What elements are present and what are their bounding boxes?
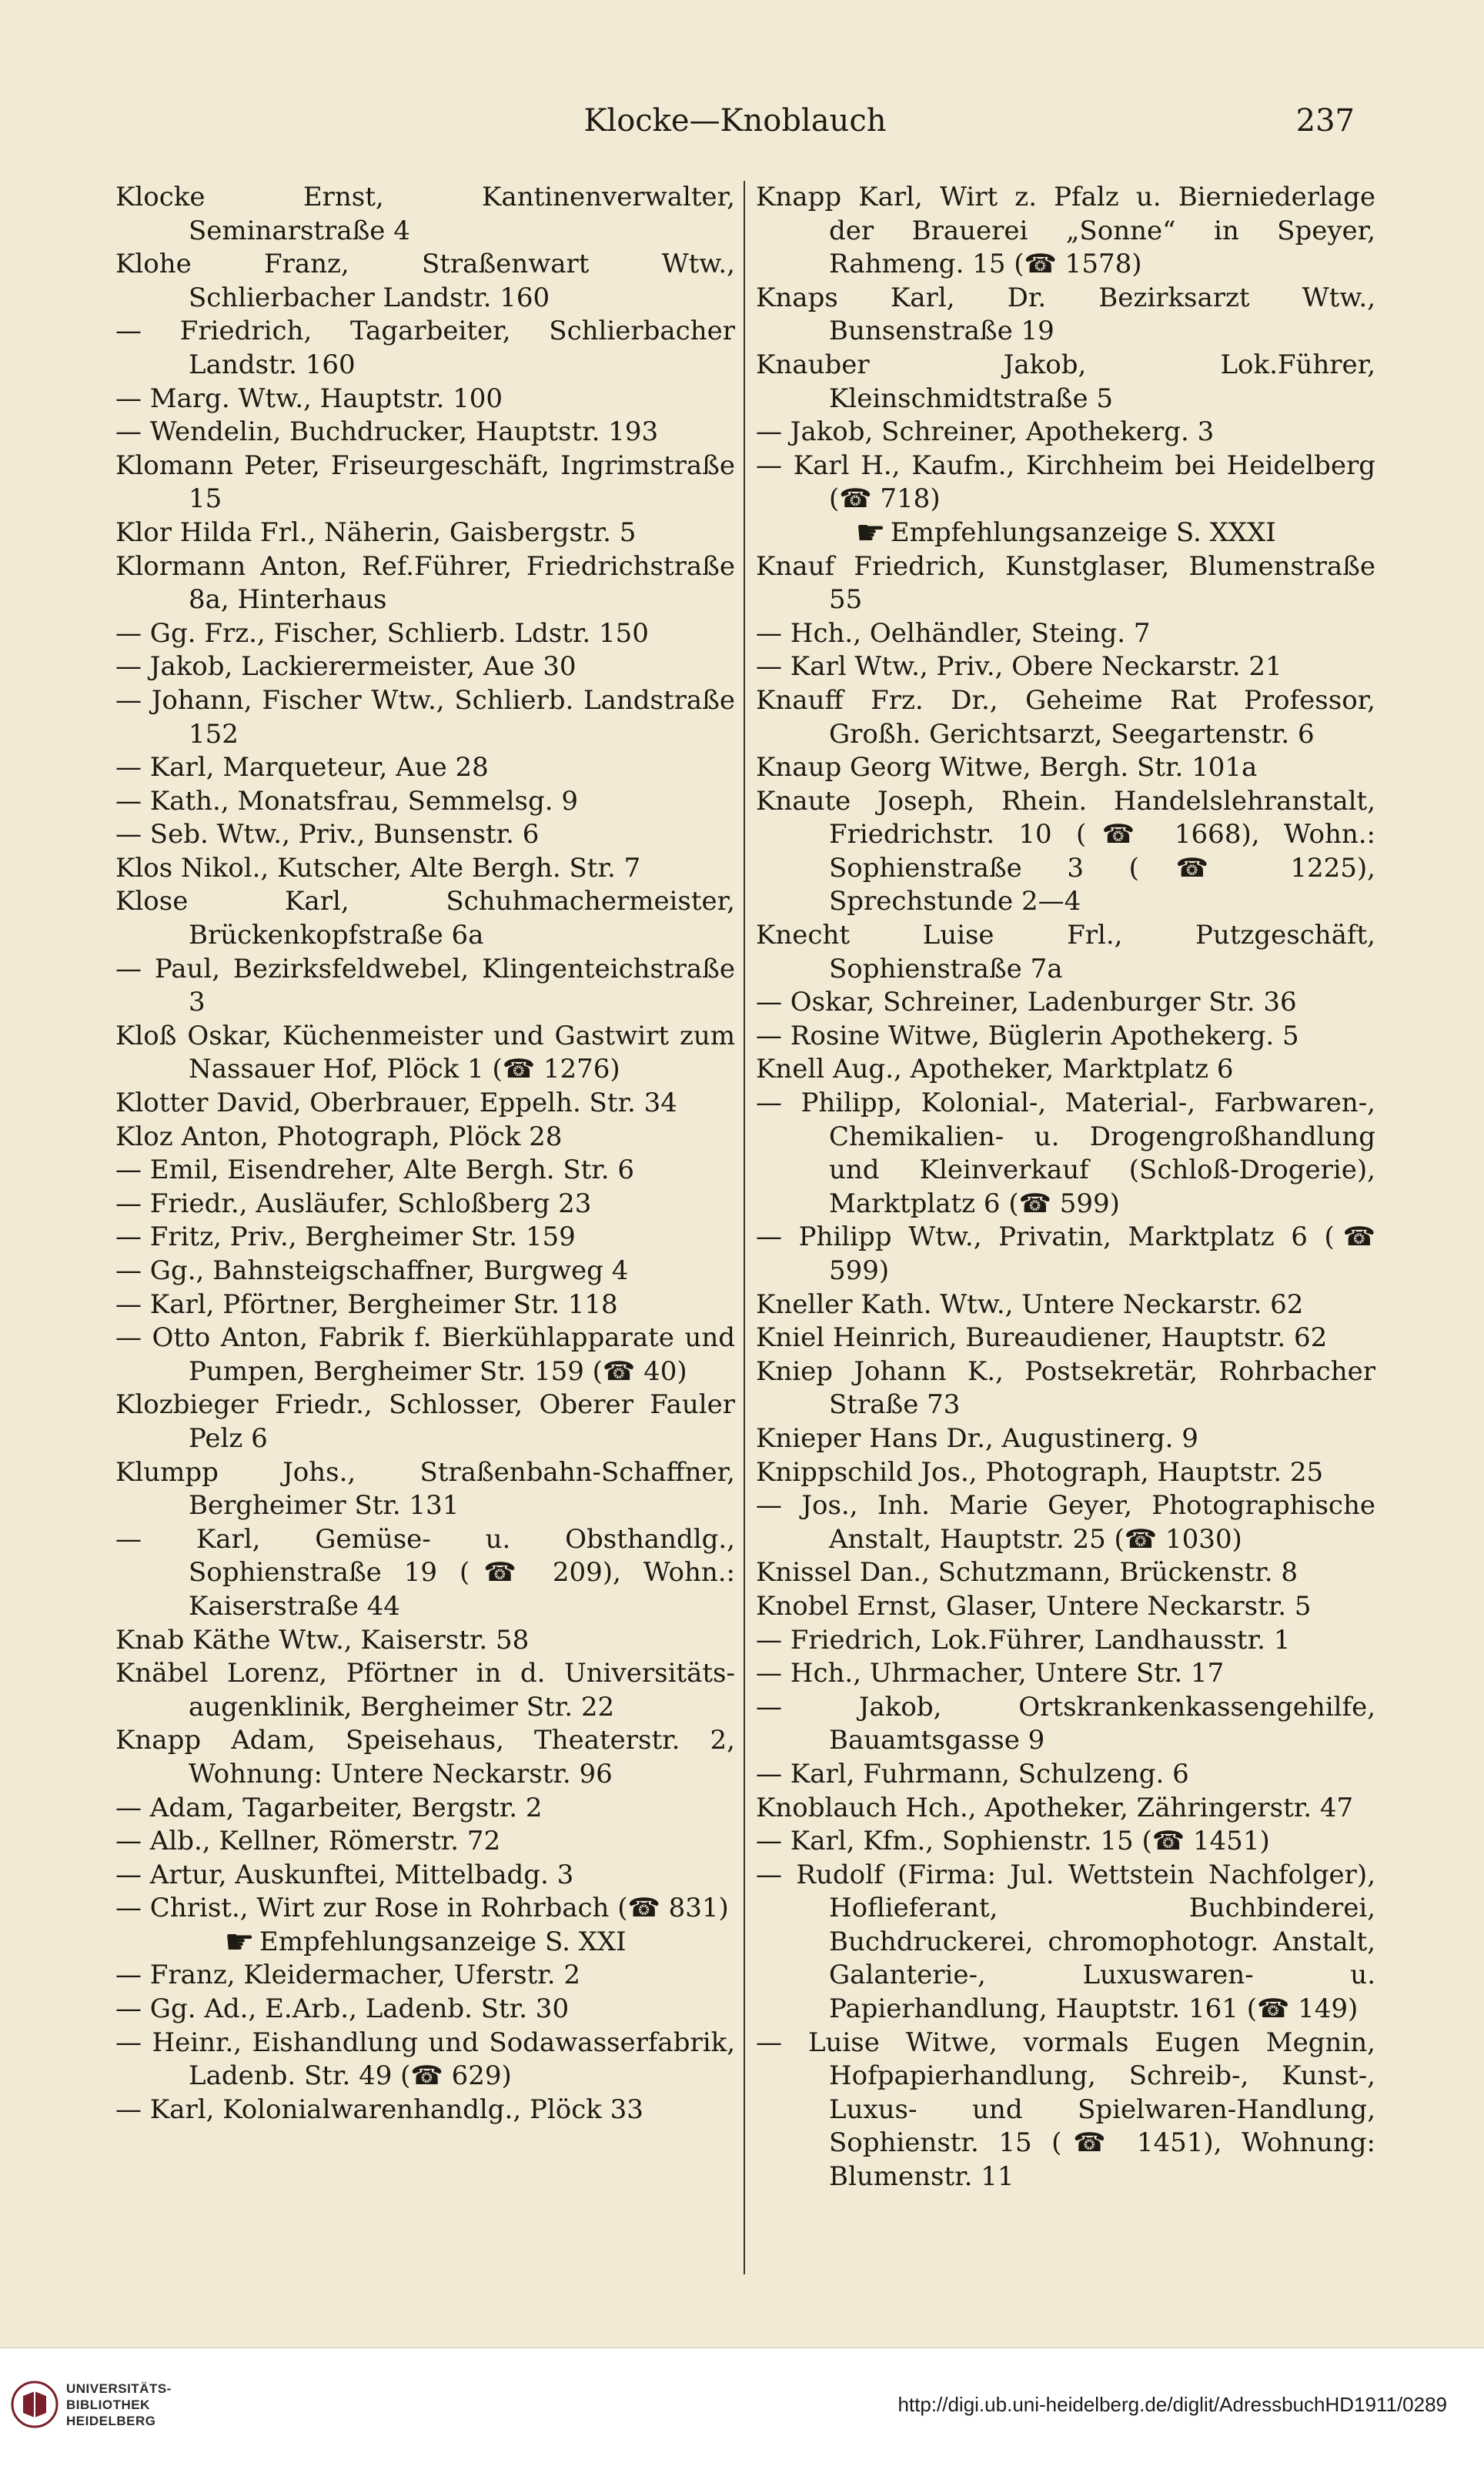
- directory-entry: Klocke Ernst, Kantinenverwalter, Seminarstraße 4: [115, 182, 735, 246]
- directory-entry: — Karl, Kolonialwarenhandlg., Plöck 33: [115, 2093, 643, 2125]
- directory-entry: — Karl, Gemüse- u. Obsthandlg., Sophienstraße 19 (☎ 209), Wohn.: Kaiserstraße 44: [115, 1523, 735, 1622]
- directory-entry: Knauff Frz. Dr., Geheime Rat Professor, Großh. Gerichtsarzt, Seegartenstr. 6: [756, 684, 1375, 750]
- column-divider: [744, 181, 745, 2274]
- library-name-line: UNIVERSITÄTS-: [66, 2381, 172, 2396]
- directory-entry: Kloß Oskar, Küchenmeister und Gastwirt zum Nassauer Hof, Plöck 1 (☎ 1276): [115, 1020, 735, 1085]
- directory-entry: — Heinr., Eishandlung und Sodawasserfabrik, Ladenb. Str. 49 (☎ 629): [115, 2027, 735, 2092]
- left-column: [115, 181, 735, 2321]
- directory-entry: — Friedrich, Lok.Führer, Landhausstr. 1: [756, 1624, 1291, 1656]
- directory-entry: — Karl, Pförtner, Bergheimer Str. 118: [115, 1288, 618, 1320]
- directory-entry: — Rosine Witwe, Büglerin Apothekerg. 5: [756, 1020, 1299, 1051]
- directory-entry: — Luise Witwe, vormals Eugen Megnin, Hofpapierhandlung, Schreib-, Kunst-, Luxus- und Spielwaren-Handlung, Sophienstr. 15 (☎ 1451), Wohnung: Blumenstr. 11: [756, 2027, 1375, 2193]
- directory-entry: Klomann Peter, Friseurgeschäft, Ingrimstraße 15: [115, 449, 735, 515]
- directory-entry: Klor Hilda Frl., Näherin, Gaisbergstr. 5: [115, 516, 637, 548]
- advert-reference-text: Empfehlungsanzeige S. XXXI: [890, 516, 1276, 548]
- directory-entry: Kniep Johann K., Postsekretär, Rohrbacher Straße 73: [756, 1355, 1375, 1421]
- directory-entry: — Gg. Ad., E.Arb., Ladenb. Str. 30: [115, 1993, 570, 2025]
- directory-entry: Klohe Franz, Straßenwart Wtw., Schlierbacher Landstr. 160: [115, 249, 735, 313]
- directory-entry: Knissel Dan., Schutzmann, Brückenstr. 8: [756, 1557, 1298, 1589]
- directory-entry: — Philipp Wtw., Privatin, Marktplatz 6 (☎ 599): [756, 1221, 1375, 1286]
- directory-entry: Knauf Friedrich, Kunstglaser, Blumenstraße 55: [756, 550, 1375, 616]
- directory-entry: — Karl, Marqueteur, Aue 28: [115, 752, 489, 784]
- directory-entry: — Adam, Tagarbeiter, Bergstr. 2: [115, 1792, 543, 1823]
- directory-entry: Kloz Anton, Photograph, Plöck 28: [115, 1121, 563, 1152]
- directory-entry: Knapp Adam, Speisehaus, Theaterstr. 2, Wohnung: Untere Neckarstr. 96: [115, 1725, 735, 1789]
- directory-entry: — Jakob, Schreiner, Apothekerg. 3: [756, 416, 1215, 448]
- directory-entry: — Wendelin, Buchdrucker, Hauptstr. 193: [115, 416, 659, 448]
- directory-entry: — Oskar, Schreiner, Ladenburger Str. 36: [756, 987, 1297, 1018]
- library-name-line: HEIDELBERG: [66, 2414, 156, 2428]
- directory-entry: — Philipp, Kolonial-, Material-, Farbwaren-, Chemikalien- u. Drogengroßhandlung und Kleinverkauf (Schloß-Drogerie), Marktplatz 6 (☎ 599): [756, 1088, 1375, 1219]
- directory-entry: Kniel Heinrich, Bureaudiener, Hauptstr. 62: [756, 1322, 1328, 1354]
- directory-entry: Knauber Jakob, Lok.Führer, Kleinschmidtstraße 5: [756, 349, 1375, 414]
- directory-entry: Knippschild Jos., Photograph, Hauptstr. 25: [756, 1456, 1324, 1488]
- page-number: 237: [1295, 103, 1355, 139]
- directory-entry: Knoblauch Hch., Apotheker, Zähringerstr. 47: [756, 1792, 1354, 1823]
- library-logo-icon: [11, 2381, 58, 2428]
- directory-entry: Klotter David, Oberbrauer, Eppelh. Str. 34: [115, 1088, 677, 1119]
- directory-entry: — Jos., Inh. Marie Geyer, Photographische Anstalt, Hauptstr. 25 (☎ 1030): [756, 1490, 1375, 1555]
- source-url-link[interactable]: http://digi.ub.uni-heidelberg.de/diglit/AdressbuchHD1911/0289: [897, 2393, 1447, 2416]
- library-name-line: BIBLIOTHEK: [66, 2398, 150, 2412]
- directory-entry: Knobel Ernst, Glaser, Untere Neckarstr. 5: [756, 1590, 1312, 1622]
- directory-entry: Klose Karl, Schuhmachermeister, Brückenkopfstraße 6a: [115, 886, 735, 951]
- right-column: [756, 181, 1375, 2321]
- directory-entry: Klumpp Johs., Straßenbahn-Schaffner, Bergheimer Str. 131: [115, 1456, 735, 1522]
- directory-entry: — Fritz, Priv., Bergheimer Str. 159: [115, 1221, 576, 1253]
- directory-entry: Knecht Luise Frl., Putzgeschäft, Sophienstraße 7a: [756, 920, 1375, 984]
- directory-columns: [115, 181, 1375, 2321]
- pointing-hand-icon: ☛: [855, 513, 886, 553]
- directory-entry: Knaute Joseph, Rhein. Handelslehranstalt, Friedrichstr. 10 (☎ 1668), Wohn.: Sophienstraße 3 (☎ 1225), Sprechstunde 2—4: [756, 785, 1375, 917]
- directory-entry: Knaup Georg Witwe, Bergh. Str. 101a: [756, 752, 1258, 784]
- directory-entry: — Jakob, Ortskrankenkassengehilfe, Bauamtsgasse 9: [756, 1691, 1375, 1756]
- advert-reference: [115, 1922, 735, 1962]
- directory-entry: — Gg., Bahnsteigschaffner, Burgweg 4: [115, 1255, 629, 1286]
- directory-entry: — Friedr., Ausläufer, Schloßberg 23: [115, 1188, 592, 1219]
- directory-entry: — Gg. Frz., Fischer, Schlierb. Ldstr. 150: [115, 617, 649, 649]
- directory-entry: — Marg. Wtw., Hauptstr. 100: [115, 383, 503, 414]
- directory-entry: — Karl, Kfm., Sophienstr. 15 (☎ 1451): [756, 1826, 1270, 1857]
- directory-entry: — Johann, Fischer Wtw., Schlierb. Landstraße 152: [115, 684, 735, 750]
- directory-entry: — Karl, Fuhrmann, Schulzeng. 6: [756, 1758, 1189, 1789]
- directory-entry: — Alb., Kellner, Römerstr. 72: [115, 1826, 501, 1857]
- library-name: [66, 2381, 172, 2429]
- pointing-hand-icon: ☛: [224, 1922, 255, 1962]
- directory-entry: — Emil, Eisendreher, Alte Bergh. Str. 6: [115, 1154, 635, 1186]
- directory-entry: — Artur, Auskunftei, Mittelbadg. 3: [115, 1859, 574, 1890]
- directory-entry: — Friedrich, Tagarbeiter, Schlierbacher Landstr. 160: [115, 316, 735, 380]
- directory-entry: — Seb. Wtw., Priv., Bunsenstr. 6: [115, 819, 540, 850]
- directory-entry: Knab Käthe Wtw., Kaiserstr. 58: [115, 1624, 530, 1656]
- advert-reference: [756, 513, 1375, 553]
- directory-entry: — Hch., Uhrmacher, Untere Str. 17: [756, 1658, 1225, 1689]
- running-head: Klocke—Knoblauch: [583, 103, 887, 139]
- directory-entry: Kneller Kath. Wtw., Untere Neckarstr. 62: [756, 1288, 1304, 1320]
- directory-entry: — Karl H., Kaufm., Kirchheim bei Heidelberg (☎ 718): [756, 449, 1375, 515]
- directory-entry: Knell Aug., Apotheker, Marktplatz 6: [756, 1054, 1234, 1085]
- directory-entry: Klormann Anton, Ref.Führer, Friedrichstraße 8a, Hinterhaus: [115, 550, 735, 616]
- directory-entry: Klozbieger Friedr., Schlosser, Oberer Fauler Pelz 6: [115, 1389, 735, 1454]
- page-header: [115, 99, 1355, 145]
- directory-entry: — Hch., Oelhändler, Steing. 7: [756, 617, 1151, 649]
- directory-entry: Knieper Hans Dr., Augustinerg. 9: [756, 1422, 1198, 1454]
- directory-entry: — Otto Anton, Fabrik f. Bierkühlapparate und Pumpen, Bergheimer Str. 159 (☎ 40): [115, 1322, 735, 1387]
- directory-entry: — Karl Wtw., Priv., Obere Neckarstr. 21: [756, 651, 1282, 683]
- directory-entry: — Kath., Monatsfrau, Semmelsg. 9: [115, 785, 578, 817]
- directory-entry: — Franz, Kleidermacher, Uferstr. 2: [115, 1960, 580, 1991]
- directory-entry: Knaps Karl, Dr. Bezirksarzt Wtw., Bunsenstraße 19: [756, 282, 1375, 347]
- directory-entry: — Rudolf (Firma: Jul. Wettstein Nachfolger), Hoflieferant, Buchbinderei, Buchdruckerei, chromophotogr. Anstalt, Galanterie-, Luxuswaren- u. Papierhandlung, Hauptstr. 161 (☎ 149): [756, 1859, 1375, 2025]
- library-footer: [0, 2347, 1484, 2466]
- directory-entry: — Paul, Bezirksfeldwebel, Klingenteichstraße 3: [115, 953, 735, 1018]
- directory-entry: Knapp Karl, Wirt z. Pfalz u. Bierniederlage der Brauerei „Sonne“ in Speyer, Rahmeng. 15 (☎ 1578): [756, 182, 1375, 280]
- directory-entry: — Jakob, Lackierermeister, Aue 30: [115, 651, 577, 683]
- directory-entry: Klos Nikol., Kutscher, Alte Bergh. Str. 7: [115, 852, 641, 884]
- directory-entry: Knäbel Lorenz, Pförtner in d. Universitäts-augenklinik, Bergheimer Str. 22: [115, 1658, 735, 1723]
- advert-reference-text: Empfehlungsanzeige S. XXI: [259, 1926, 627, 1957]
- directory-entry: — Christ., Wirt zur Rose in Rohrbach (☎ 831): [115, 1893, 729, 1924]
